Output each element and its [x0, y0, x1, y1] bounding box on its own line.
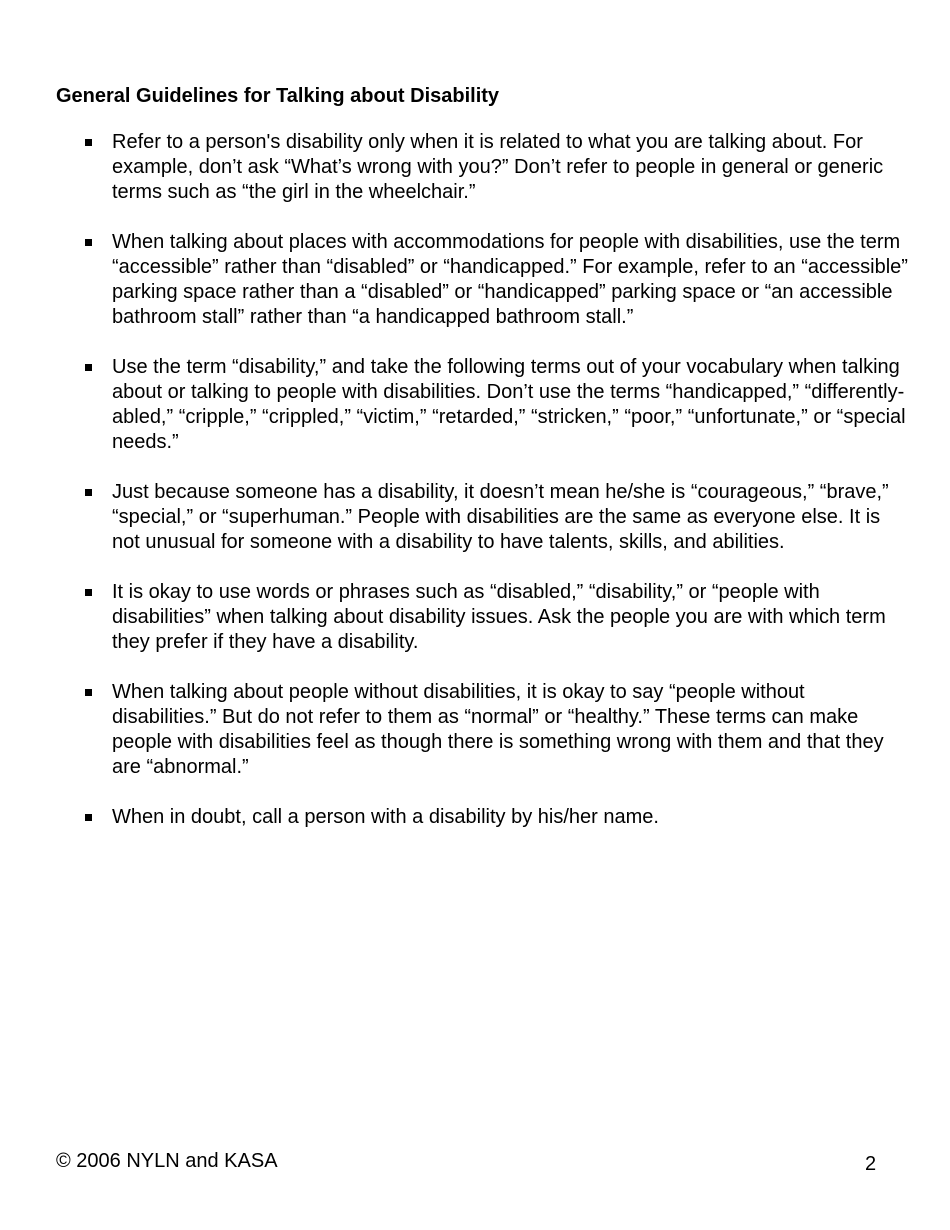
guideline-item	[0, 805, 950, 830]
square-bullet-icon	[85, 139, 92, 146]
footer-copyright: © 2006 NYLN and KASA	[56, 1150, 278, 1172]
guideline-text: Refer to a person's disability only when it is related to what you are talking about. For example, don’t ask “What’s wrong with you?” Don’t refer to people in general or generic terms such as “the girl in the wheelchair.”	[112, 131, 884, 203]
guideline-text: Just because someone has a disability, it doesn’t mean he/she is “courageous,” “brave,” “special,” or “superhuman.” People with disabilities are the same as everyone else. It is not unusual for someone with a disability to have talents, skills, and abilities.	[112, 481, 889, 553]
guideline-item	[0, 230, 950, 330]
guideline-item	[0, 130, 950, 205]
guideline-text: It is okay to use words or phrases such as “disabled,” “disability,” or “people with disabilities” when talking about disability issues. Ask the people you are with which term they prefer if they have a disability.	[112, 581, 886, 653]
square-bullet-icon	[85, 689, 92, 696]
guideline-text: When talking about people without disabilities, it is okay to say “people without disabilities.” But do not refer to them as “normal” or “healthy.” These terms can make people with disabilities feel as though there is something wrong with them and that they are “abnormal.”	[112, 681, 884, 778]
guideline-item	[0, 355, 950, 455]
square-bullet-icon	[85, 364, 92, 371]
square-bullet-icon	[85, 589, 92, 596]
guideline-text: Use the term “disability,” and take the following terms out of your vocabulary when talking about or talking to people with disabilities. Don’t use the terms “handicapped,” “differently-abled,” “cripple,” “crippled,” “victim,” “retarded,” “stricken,” “poor,” “unfortunate,” or “special needs.”	[112, 356, 906, 453]
page-title: General Guidelines for Talking about Disability	[56, 85, 500, 107]
page-number: 2	[865, 1153, 877, 1175]
guideline-item	[0, 480, 950, 555]
square-bullet-icon	[85, 814, 92, 821]
square-bullet-icon	[85, 239, 92, 246]
guideline-item	[0, 580, 950, 655]
guideline-text: When talking about places with accommodations for people with disabilities, use the term “accessible” rather than “disabled” or “handicapped.” For example, refer to an “accessible” parking space rather than a “disabled” or “handicapped” parking space or “an accessible bathroom stall” rather than “a handicapped bathroom stall.”	[112, 231, 908, 328]
guideline-item	[0, 680, 950, 780]
square-bullet-icon	[85, 489, 92, 496]
guideline-text: When in doubt, call a person with a disability by his/her name.	[112, 806, 659, 828]
guidelines-list	[0, 130, 950, 830]
